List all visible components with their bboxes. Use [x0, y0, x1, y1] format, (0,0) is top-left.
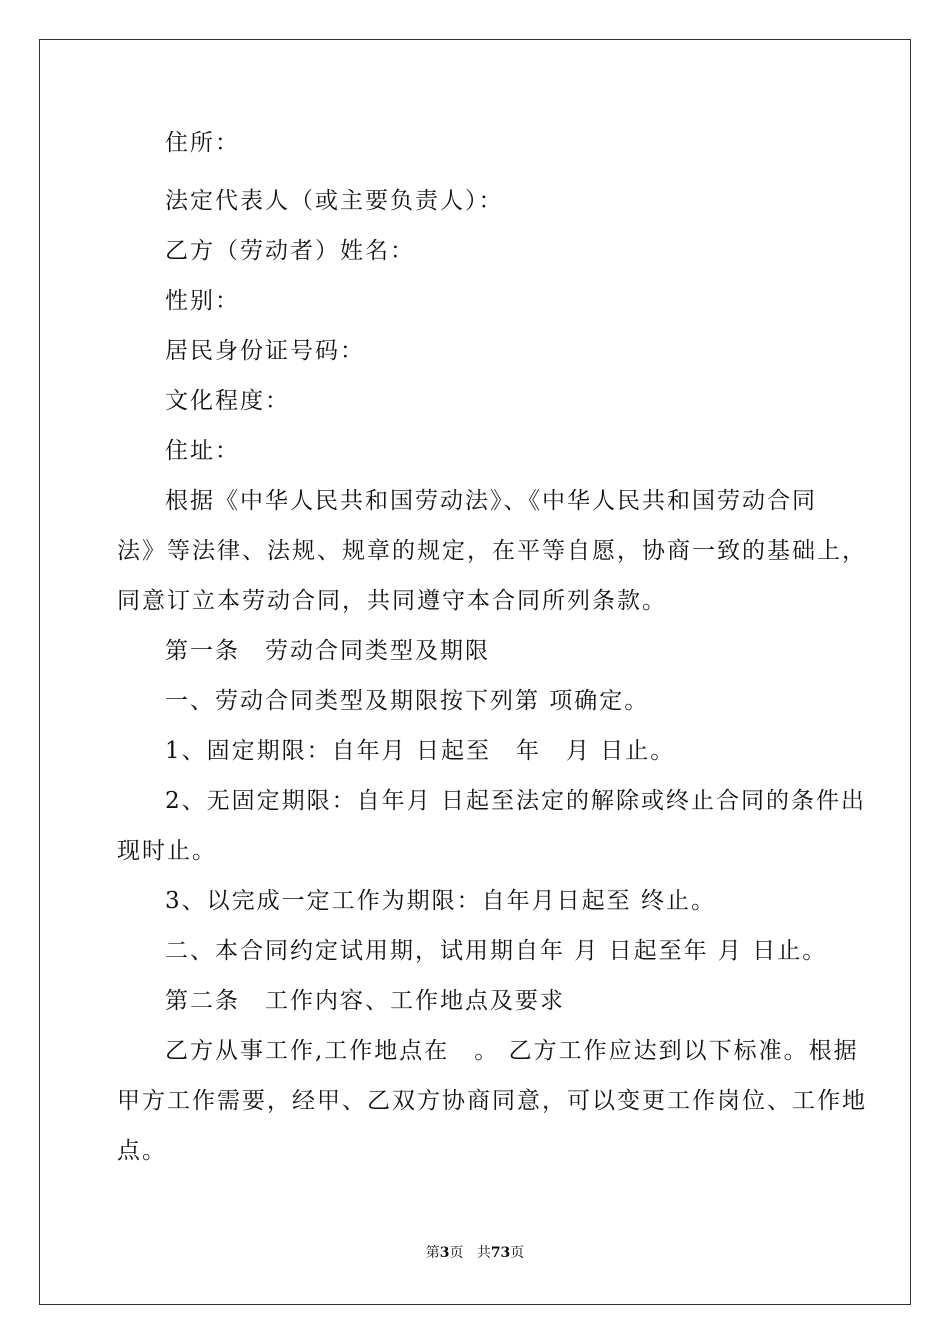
paragraph-line: 同意订立本劳动合同，共同遵守本合同所列条款。	[117, 588, 667, 614]
page-suffix: 页	[449, 1245, 464, 1261]
total-prefix: 共	[476, 1245, 491, 1261]
clause-line: 现时止。	[117, 838, 217, 864]
residence-line: 住址：	[165, 438, 240, 464]
total-suffix: 页	[510, 1245, 525, 1261]
id-number-line: 居民身份证号码：	[165, 338, 365, 364]
clause-line: 3、以完成一定工作为期限：自年月日起至 终止。	[165, 888, 716, 914]
paragraph-line: 根据《中华人民共和国劳动法》、《中华人民共和国劳动合同	[165, 488, 817, 514]
clause-line: 一、劳动合同类型及期限按下列第 项确定。	[165, 688, 650, 714]
page-number: 3	[439, 1245, 450, 1261]
article-one-heading: 第一条 劳动合同类型及期限	[165, 638, 490, 664]
clause-line: 2、无固定期限：自年月 日起至法定的解除或终止合同的条件出	[165, 788, 866, 814]
party-b-name-line: 乙方（劳动者）姓名：	[165, 238, 415, 264]
education-line: 文化程度：	[165, 388, 290, 414]
clause-line: 1、固定期限：自年月 日起至 年 月 日止。	[165, 738, 676, 764]
paragraph-line: 甲方工作需要，经甲、乙双方协商同意，可以变更工作岗位、工作地	[117, 1088, 867, 1114]
gender-line: 性别：	[165, 288, 240, 314]
clause-line: 二、本合同约定试用期，试用期自年 月 日起至年 月 日止。	[165, 938, 828, 964]
paragraph-line: 乙方从事工作,工作地点在 。 乙方工作应达到以下标准。根据	[165, 1038, 859, 1064]
paragraph-line: 法》等法律、法规、规章的规定，在平等自愿，协商一致的基础上，	[117, 538, 867, 564]
page-footer	[0, 1244, 950, 1262]
article-two-heading: 第二条 工作内容、工作地点及要求	[165, 988, 565, 1014]
total-pages: 73	[490, 1245, 511, 1261]
address-line: 住所：	[165, 130, 240, 156]
legal-representative-line: 法定代表人（或主要负责人）：	[165, 188, 504, 214]
paragraph-line: 点。	[117, 1138, 167, 1164]
page-prefix: 第	[425, 1245, 440, 1261]
